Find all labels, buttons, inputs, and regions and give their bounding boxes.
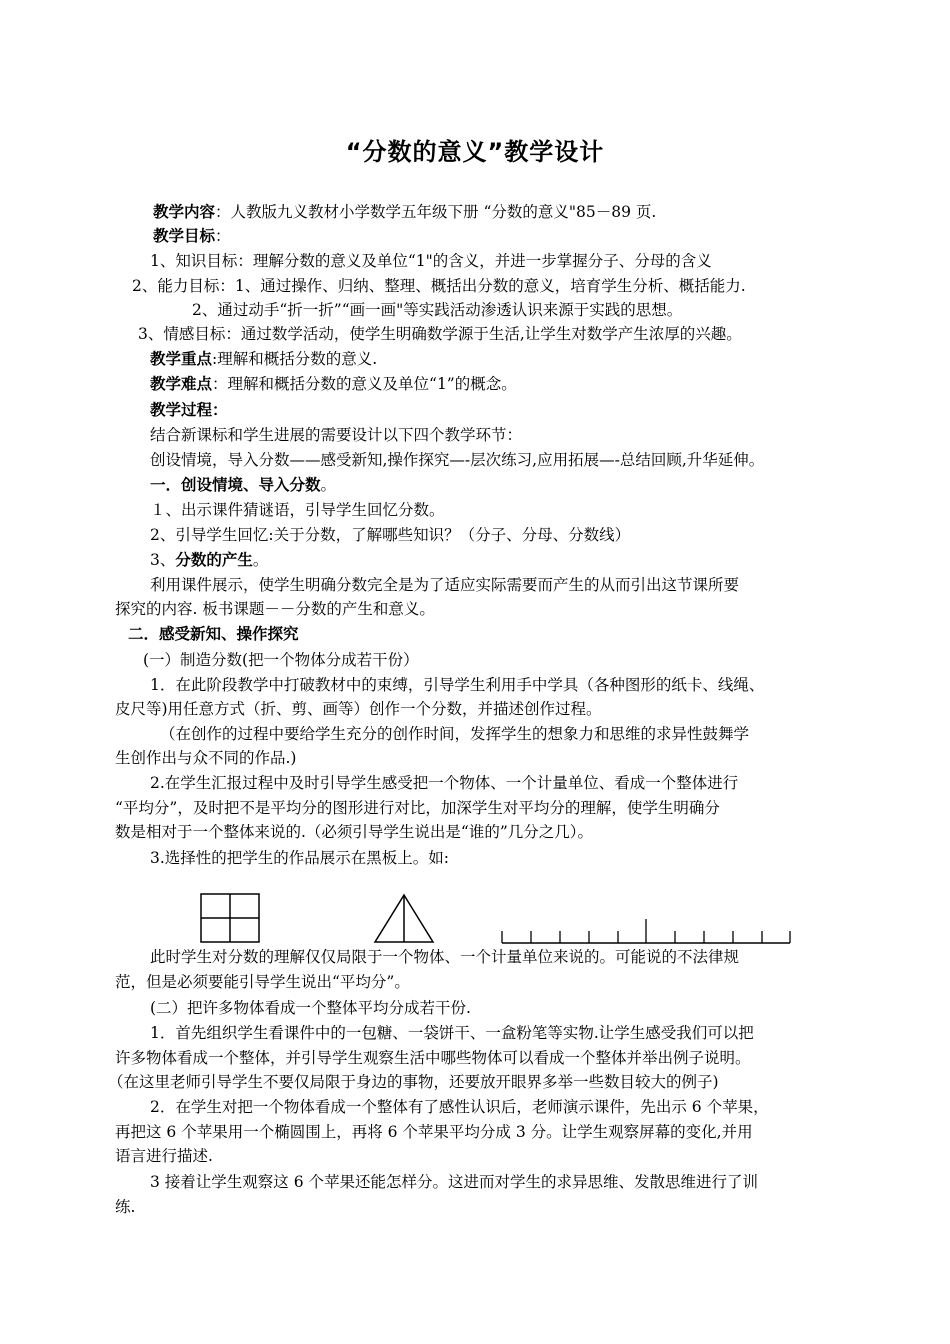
section-2-para-8a: 3 接着让学生观察这 6 个苹果还能怎样分。这进而对学生的求异思维、发散思维进行了训 bbox=[150, 1173, 759, 1191]
teaching-content-label: 教学内容 bbox=[153, 203, 216, 221]
section-2-para-2a: （在创作的过程中要给学生充分的创作时间，发挥学生的想象力和思维的求异性鼓舞学 bbox=[160, 725, 750, 743]
section-2-para-8b: 练. bbox=[115, 1198, 136, 1216]
section-2-heading: 二．感受新知、操作探究 bbox=[128, 625, 299, 643]
section-2-para-4: 3.选择性的把学生的作品展示在黑板上。如: bbox=[150, 849, 450, 867]
ruler-segment-figure bbox=[498, 915, 794, 947]
teaching-goal-label: 教学目标 bbox=[153, 227, 216, 245]
section-1-para-a: 利用课件展示，使学生明确分数完全是为了适应实际需要而产生的从而引出这节课所要 bbox=[150, 576, 740, 594]
triangle-halved-figure bbox=[372, 893, 436, 945]
section-2-para-6a: 1．首先组织学生看课件中的一包糖、一袋饼干、一盒粉笔等实物.让学生感受我们可以把 bbox=[150, 1024, 754, 1042]
section-2-para-1b: 皮尺等)用任意方式（折、剪、画等）创作一个分数，并描述创作过程。 bbox=[115, 700, 602, 718]
section-1-heading-end: 。 bbox=[320, 476, 337, 494]
section-1-item-3-bold: 分数的产生 bbox=[175, 551, 253, 569]
teaching-content-text: ：人教版九义教材小学数学五年级下册 “分数的意义"85－89 页. bbox=[215, 203, 657, 221]
section-2-para-3a: 2.在学生汇报过程中及时引导学生感受把一个物体、一个计量单位、看成一个整体进行 bbox=[150, 774, 739, 792]
section-1-para-b: 探究的内容. 板书课题－－分数的产生和意义。 bbox=[115, 600, 435, 618]
section-2-para-7c: 语言进行描述. bbox=[115, 1147, 213, 1165]
section-1-item-3 bbox=[150, 548, 268, 572]
section-2-para-7b: 再把这 6 个苹果用一个椭圆围上，再将 6 个苹果平均分成 3 分。让学生观察屏幕的变化,并用 bbox=[115, 1123, 753, 1141]
square-quartered-figure bbox=[200, 893, 262, 945]
teaching-goal-colon: ： bbox=[215, 227, 231, 245]
section-2-sub-2: (二）把许多物体看成一个整体平均分成若干份. bbox=[150, 999, 471, 1017]
section-1-item-1: １、出示课件猜谜语，引导学生回忆分数。 bbox=[150, 501, 445, 519]
section-1-heading bbox=[150, 473, 336, 497]
difficulty-text: ：理解和概括分数的意义及单位“1”的概念。 bbox=[212, 375, 517, 393]
goal-ability-2: 2、通过动手“折一折”“画一画"等实践活动渗透认识来源于实践的思想。 bbox=[192, 301, 683, 319]
difficulty-label: 教学难点 bbox=[150, 375, 213, 393]
section-1-item-3-end: 。 bbox=[252, 551, 269, 569]
teaching-goal-heading bbox=[153, 224, 231, 248]
section-2-para-5a: 此时学生对分数的理解仅仅局限于一个物体、一个计量单位来说的。可能说的不法律规 bbox=[150, 948, 740, 966]
process-intro: 结合新课标和学生进展的需要设计以下四个教学环节： bbox=[150, 426, 523, 444]
section-2-para-3c: 数是相对于一个整体来说的.（必须引导学生说出是“谁的”几分之几）。 bbox=[115, 823, 594, 841]
goal-ability-1: 2、能力目标：1、通过操作、归纳、整理、概括出分数的意义，培育学生分析、概括能力. bbox=[132, 277, 746, 295]
section-1-heading-text: 一．创设情境、导入分数 bbox=[150, 476, 321, 494]
section-2-sub-1: (一）制造分数(把一个物体分成若干份） bbox=[143, 651, 419, 669]
teaching-content-line bbox=[153, 200, 656, 224]
section-2-para-6b: 许多物体看成一个整体，并引导学生观察生活中哪些物体可以看成一个整体并举出例子说明。 bbox=[115, 1049, 751, 1067]
document-title: “分数的意义”教学设计 bbox=[345, 138, 605, 166]
key-point-text: :理解和概括分数的意义. bbox=[212, 350, 378, 368]
section-1-item-2: 2、引导学生回忆:关于分数，了解哪些知识？（分子、分母、分数线） bbox=[150, 526, 631, 544]
section-1-item-3-prefix: 3、 bbox=[150, 551, 176, 569]
section-2-para-3b: “平均分”，及时把不是平均分的图形进行对比，加深学生对平均分的理解，使学生明确分 bbox=[115, 799, 720, 817]
section-2-para-2b: 生创作出与众不同的作品.) bbox=[115, 749, 297, 767]
section-2-para-6c: （在这里老师引导学生不要仅局限于身边的事物，还要放开眼界多举一些数目较大的例子) bbox=[108, 1073, 719, 1091]
process-heading: 教学过程： bbox=[150, 401, 228, 419]
goal-knowledge: 1、知识目标：理解分数的意义及单位“1"的含义，并进一步掌握分子、分母的含义 bbox=[150, 252, 712, 270]
section-2-para-1a: 1．在此阶段教学中打破教材中的束缚，引导学生利用手中学具（各种图形的纸卡、线绳、 bbox=[150, 676, 765, 694]
key-point-line bbox=[150, 347, 377, 371]
key-point-label: 教学重点 bbox=[150, 350, 213, 368]
difficulty-line bbox=[150, 372, 517, 396]
process-steps: 创设情境，导入分数——感受新知,操作探究—-层次练习,应用拓展—-总结回顾,升华延伸。 bbox=[150, 451, 765, 469]
section-2-para-5b: 范，但是必须要能引导学生说出“平均分”。 bbox=[115, 973, 410, 991]
goal-emotion: 3、情感目标：通过数学活动，使学生明确数学源于生活,让学生对数学产生浓厚的兴趣。 bbox=[138, 325, 742, 343]
section-2-para-7a: 2．在学生对把一个物体看成一个整体有了感性认识后，老师演示课件，先出示 6 个苹果， bbox=[150, 1098, 769, 1116]
